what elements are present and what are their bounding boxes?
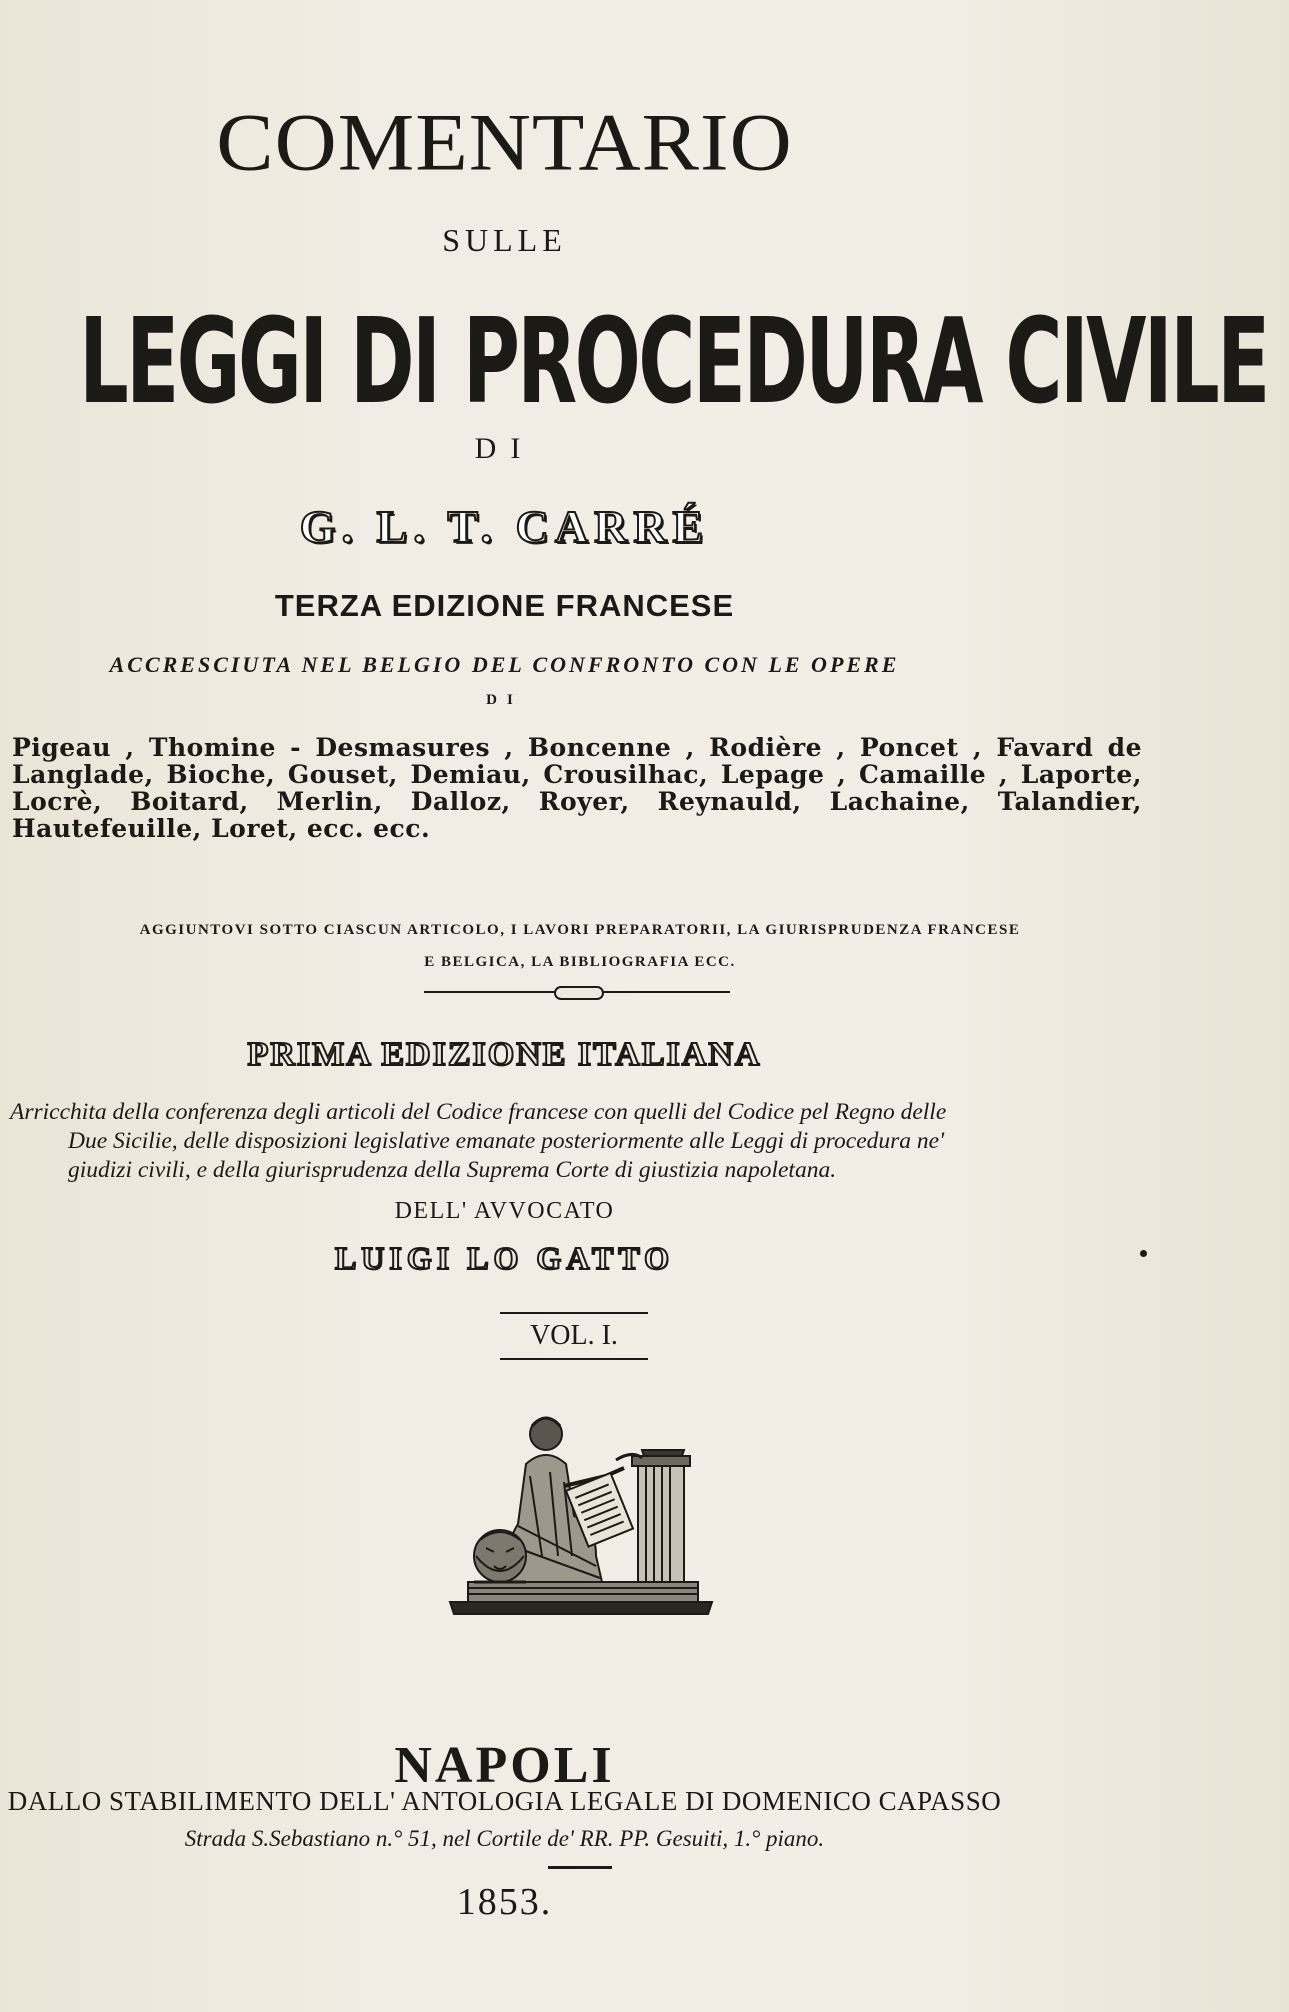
aggiuntovi-line-2: E BELGICA, LA BIBLIOGRAFIA ECC.	[424, 954, 736, 970]
publication-year: 1853.	[456, 1881, 553, 1923]
publisher-line: DALLO STABILIMENTO DELL' ANTOLOGIA LEGALE DI DOMENICO CAPASSO	[7, 1786, 1002, 1816]
subject-title: LEGGI DI PROCEDURA CIVILE	[79, 292, 1268, 430]
dell-avvocato-line: DELL' AVVOCATO	[394, 1198, 615, 1224]
arricchita-line-1: Arricchita della conferenza degli articoli del Codice francese con quelli del Codice pel Regno delle	[10, 1099, 947, 1125]
year-rule	[548, 1866, 612, 1869]
di-small-line: DI	[486, 692, 523, 708]
italian-edition-line: PRIMA EDIZIONE ITALIANA	[247, 1036, 762, 1073]
editor-name: LUIGI LO GATTO	[334, 1240, 675, 1276]
di-line: DI	[474, 432, 535, 465]
aggiuntovi-line-1: AGGIUNTOVI SOTTO CIASCUN ARTICOLO, I LAVORI PREPARATORII, LA GIURISPRUDENZA FRANCESE	[139, 922, 1021, 938]
edition-line: TERZA EDIZIONE FRANCESE	[274, 588, 735, 623]
compared-authors-list: Pigeau , Thomine - Desmasures , Boncenne , Rodière , Poncet , Favard de Langlade, Bioche, Gouset, Demiau, Crousilhac, Lepage , Camaille , Laporte, Locrè, Boitard, Merlin, Dalloz, Royer, Reynauld, Lachaine, Talandier, Hautefeuille, Loret, ecc. ecc.	[12, 733, 1142, 843]
accresciuta-line: ACCRESCIUTA NEL BELGIO DEL CONFRONTO CON LE OPERE	[109, 652, 900, 677]
arricchita-line-2: Due Sicilie, delle disposizioni legislative emanate posteriormente alle Leggi di procedura ne'	[68, 1128, 945, 1154]
ornamental-rule	[424, 991, 730, 993]
aggiuntovi-note	[80, 914, 1080, 978]
seated-justice-figure-with-lion-icon	[446, 1406, 716, 1624]
volume-label: VOL. I.	[500, 1312, 648, 1360]
author-name: G. L. T. CARRÉ	[299, 501, 710, 552]
sulle-line: SULLE	[442, 222, 567, 258]
arricchita-line-3: giudizi civili, e della giurisprudenza della Suprema Corte di giustizia napoletana.	[68, 1157, 837, 1183]
city-name: NAPOLI	[394, 1737, 615, 1794]
arricchita-paragraph	[10, 1098, 1140, 1185]
address-line: Strada S.Sebastiano n.° 51, nel Cortile de' RR. PP. Gesuiti, 1.° piano.	[184, 1826, 825, 1851]
rule-ornament-icon	[554, 986, 604, 1000]
main-title: COMENTARIO	[216, 96, 793, 188]
ink-dot	[1140, 1250, 1147, 1257]
